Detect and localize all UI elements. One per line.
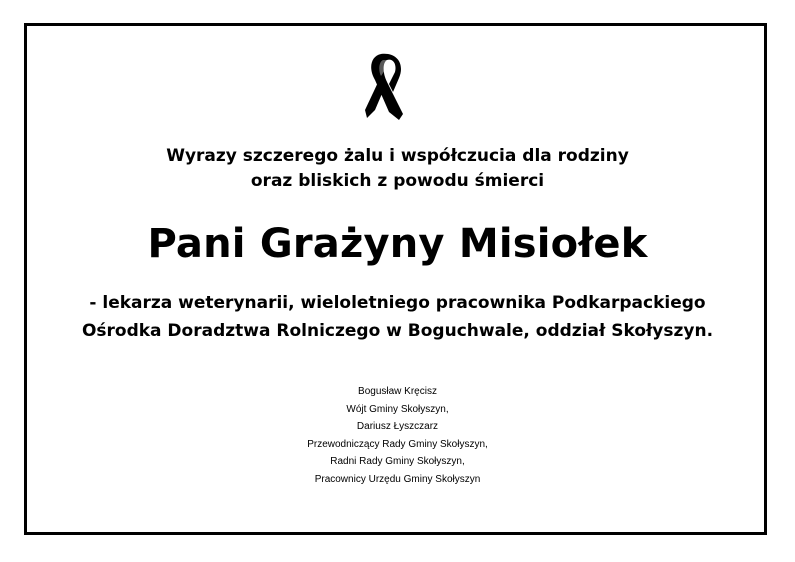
intro-line-1: Wyrazy szczerego żalu i współczucia dla rodziny bbox=[166, 146, 629, 166]
signers-list bbox=[0, 383, 795, 488]
deceased-description bbox=[0, 289, 795, 345]
signer-line: Pracownicy Urzędu Gminy Skołyszyn bbox=[314, 473, 481, 485]
condolence-intro bbox=[0, 144, 795, 194]
intro-line-2: oraz bliskich z powodu śmierci bbox=[250, 171, 545, 191]
signer-line: Radni Rady Gminy Skołyszyn, bbox=[330, 456, 465, 467]
signer-line: Dariusz Łyszczarz bbox=[356, 421, 439, 432]
description-line-1: - lekarza weterynarii, wieloletniego pracownika Podkarpackiego bbox=[89, 293, 706, 313]
signer-line: Wójt Gminy Skołyszyn, bbox=[346, 403, 449, 415]
signer-line: Bogusław Kręcisz bbox=[358, 386, 437, 397]
mourning-ribbon-icon bbox=[359, 50, 411, 122]
signer-line: Przewodniczący Rady Gminy Skołyszyn, bbox=[307, 438, 488, 450]
description-line-2: Ośrodka Doradztwa Rolniczego w Boguchwale, oddział Skołyszyn. bbox=[81, 321, 714, 341]
deceased-name: Pani Grażyny Misiołek bbox=[147, 221, 648, 267]
